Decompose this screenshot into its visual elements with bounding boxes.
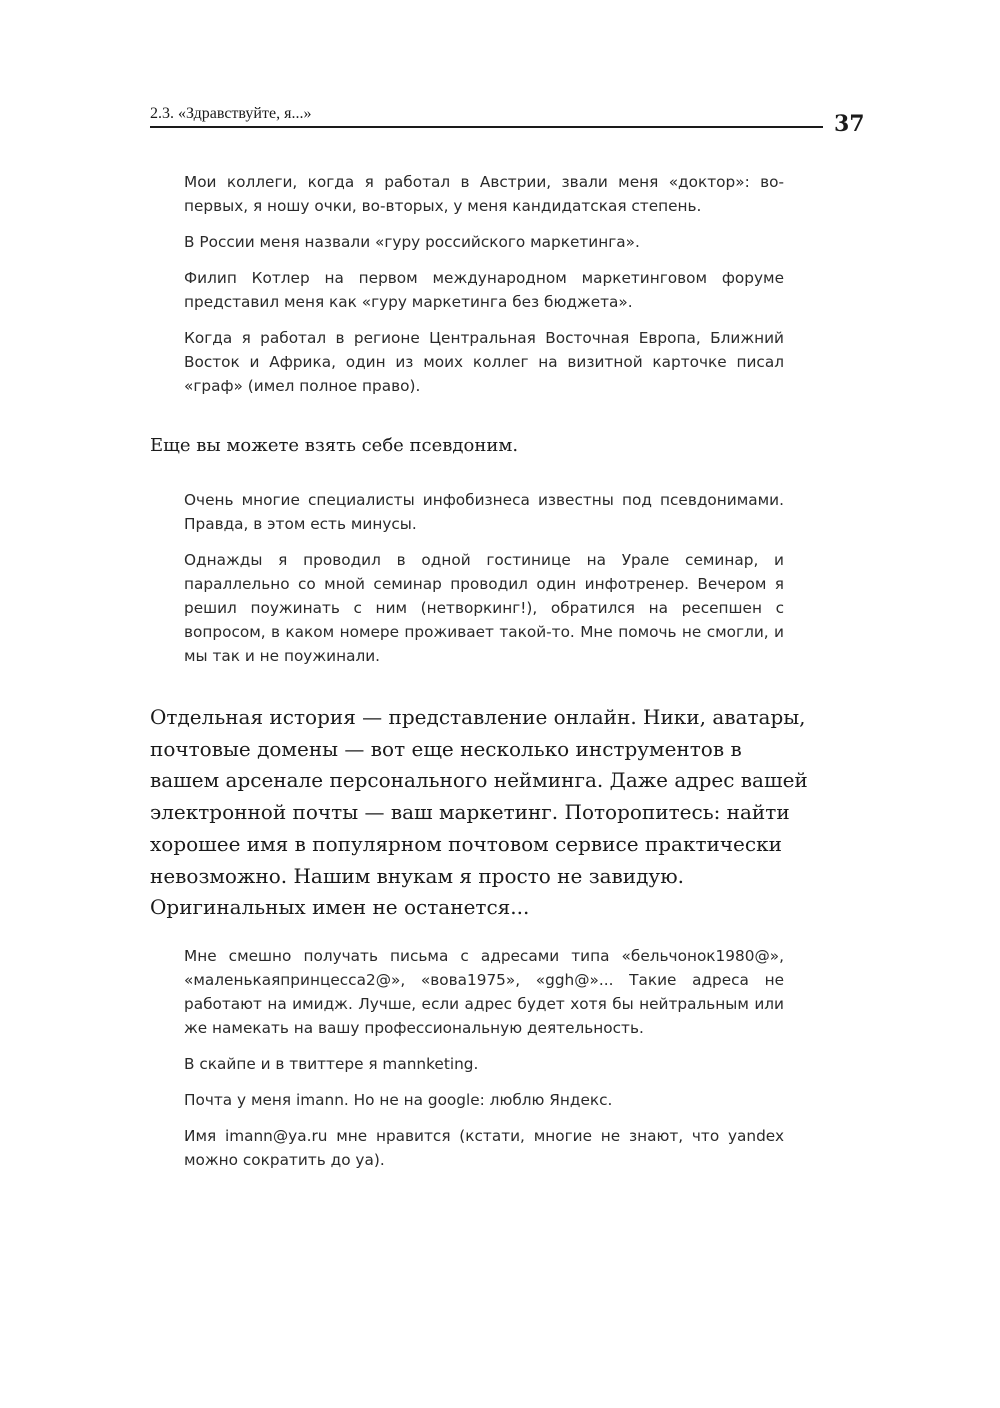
running-title: 2.3. «Здравствуйте, я...» bbox=[150, 105, 312, 122]
example-block-pseudonyms bbox=[184, 488, 784, 668]
example-block-nicknames bbox=[184, 170, 784, 398]
example-paragraph: Почта у меня imann. Но не на google: люблю Яндекс. bbox=[184, 1091, 613, 1109]
pseudonym-statement: Еще вы можете взять себе псевдоним. bbox=[150, 435, 519, 456]
example-paragraph: Мне смешно получать письма с адресами типа «бельчонок1980@», «маленькаяпринцесса2@», «вова1975», «ggh@»... Такие адреса не работают на имидж. Лучше, если адрес будет хотя бы нейтральным или же намекать на вашу профессиональную деятельность. bbox=[184, 947, 784, 1037]
example-block-emails bbox=[184, 944, 784, 1172]
example-paragraph: Филип Котлер на первом международном маркетинговом форуме представил меня как «гуру маркетинга без бюджета». bbox=[184, 269, 784, 311]
page-number: 37 bbox=[834, 111, 865, 137]
example-paragraph: Очень многие специалисты инфобизнеса известны под псевдонимами. Правда, в этом есть минусы. bbox=[184, 491, 784, 533]
example-paragraph: В России меня назвали «гуру российского маркетинга». bbox=[184, 233, 640, 251]
online-presence-paragraph bbox=[150, 702, 810, 924]
example-paragraph: Когда я работал в регионе Центральная Восточная Европа, Ближний Восток и Африка, один из моих коллег на визитной карточке писал «граф» (имел полное право). bbox=[184, 329, 784, 395]
example-paragraph: Однажды я проводил в одной гостинице на Урале семинар, и параллельно со мной семинар проводил один инфотренер. Вечером я решил поужинать с ним (нетворкинг!), обратился на ресепшен с вопросом, в каком номере проживает такой-то. Мне помочь не смогли, и мы так и не поужинали. bbox=[184, 551, 784, 665]
example-paragraph: В скайпе и в твиттере я mannketing. bbox=[184, 1055, 479, 1073]
example-paragraph: Имя imann@ya.ru мне нравится (кстати, многие не знают, что yandex можно сократить до ya). bbox=[184, 1127, 784, 1169]
example-paragraph: Мои коллеги, когда я работал в Австрии, звали меня «доктор»: во-первых, я ношу очки, во-вторых, у меня кандидатская степень. bbox=[184, 173, 784, 215]
lead-paragraph-text: Отдельная история — представление онлайн. Ники, аватары, почтовые домены — вот еще несколько инструментов в вашем арсенале персонального нейминга. Даже адрес вашей электронной почты — ваш маркетинг. Поторопитесь: найти хорошее имя в популярном почтовом сервисе практически невозможно. Нашим внукам я просто не завидую. Оригинальных имен не останется... bbox=[150, 705, 808, 920]
page-header bbox=[150, 104, 823, 128]
